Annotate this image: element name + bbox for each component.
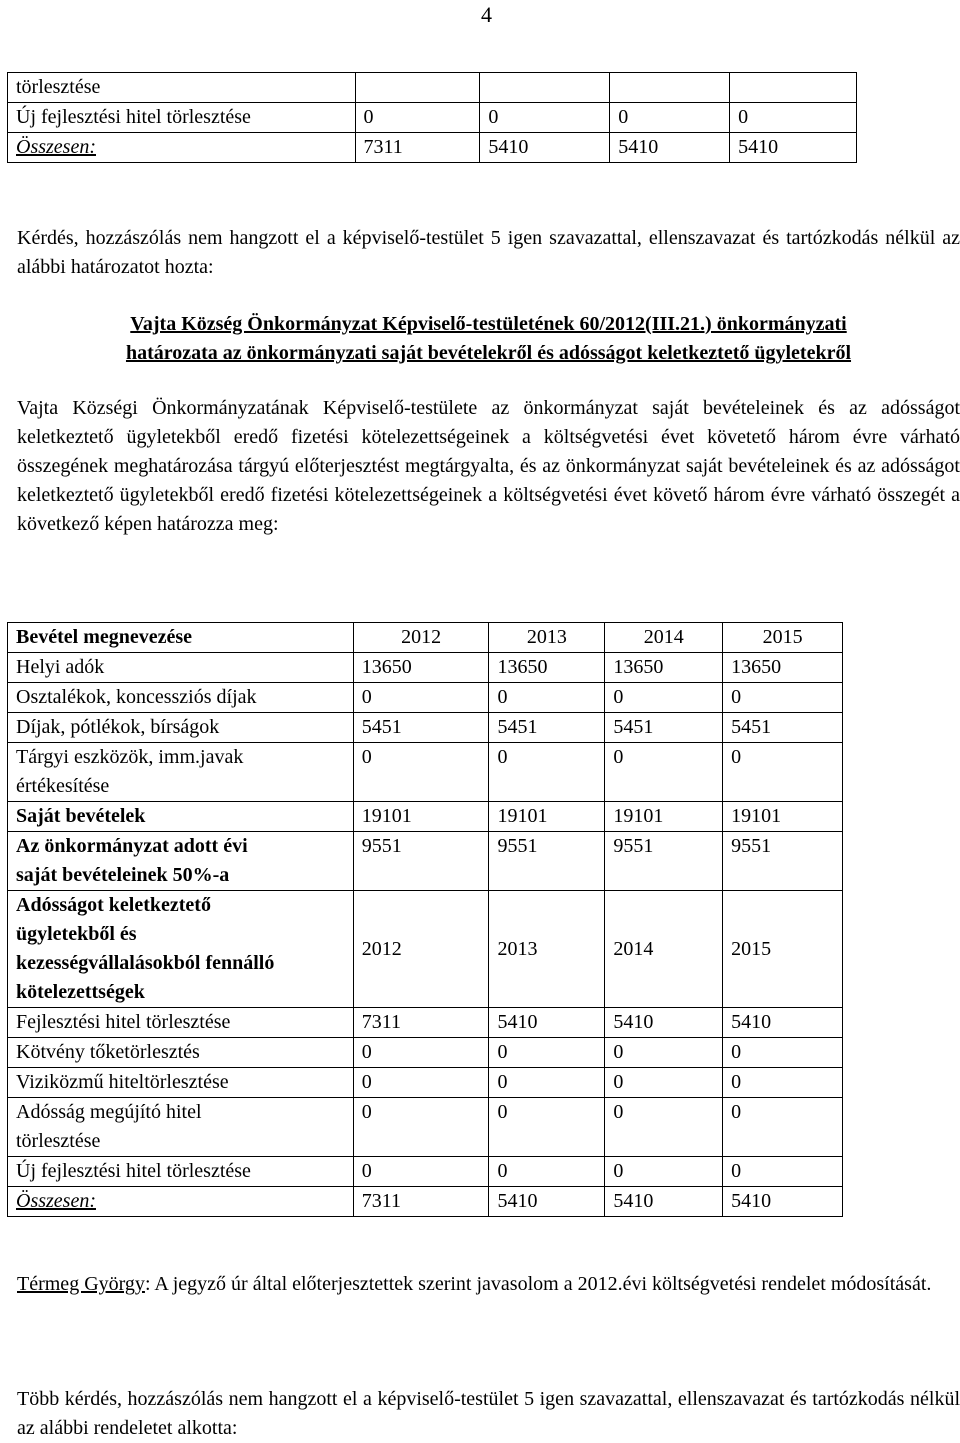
table-row: Tárgyi eszközök, imm.javak értékesítése 0 0 0 0: [8, 743, 843, 802]
paragraph-decree: Több kérdés, hozzászólás nem hangzott el a képviselő-testület 5 igen szavazattal, ellenszavazat és tartózkodás nélkül az alábbi rendeletet alkotta:: [17, 1388, 960, 1439]
row-label: Osztalékok, koncessziós díjak: [8, 683, 354, 713]
debt-table-continuation: [7, 72, 857, 163]
row-label: Új fejlesztési hitel törlesztése: [8, 1157, 354, 1187]
row-label: Saját bevételek: [8, 802, 354, 832]
table-row-total: Összesen: 7311 5410 5410 5410: [8, 1187, 843, 1217]
row-label: Összesen:: [8, 133, 356, 163]
table-row-total: Összesen: 7311 5410 5410 5410: [8, 133, 857, 163]
table-row: Viziközmű hiteltörlesztése 0 0 0 0: [8, 1068, 843, 1098]
page-number: 4: [481, 2, 492, 27]
paragraph-vote: Kérdés, hozzászólás nem hangzott el a képviselő-testület 5 igen szavazattal, ellenszavazat és tartózkodás nélkül az alábbi határozatot hozta:: [17, 227, 960, 278]
row-label: Az önkormányzat adott évi saját bevételeinek 50%-a: [8, 832, 354, 891]
paragraph-speaker: [17, 1270, 960, 1299]
row-label: Kötvény tőketörlesztés: [8, 1038, 354, 1068]
row-label: Fejlesztési hitel törlesztése: [8, 1008, 354, 1038]
speaker-text: : A jegyző úr által előterjesztettek szerint javasolom a 2012.évi költségvetési rendelet módosítását.: [144, 1273, 932, 1295]
table-row: Fejlesztési hitel törlesztése 7311 5410 5410 5410: [8, 1008, 843, 1038]
table-row: Díjak, pótlékok, bírságok 5451 5451 5451 5451: [8, 713, 843, 743]
table-header-row: [8, 623, 843, 653]
row-label: Viziközmű hiteltörlesztése: [8, 1068, 354, 1098]
column-header: Bevétel megnevezése: [8, 623, 354, 653]
table-row: Adósság megújító hitel törlesztése 0 0 0 0: [8, 1098, 843, 1157]
resolution-title-line2: határozata az önkormányzati saját bevételekről és adósságot keletkeztető ügyletekről: [125, 342, 852, 364]
paragraph-resolution-body: Vajta Községi Önkormányzatának Képviselő-testülete az önkormányzat saját bevételeinek és az adósságot keletkeztető ügyletekből eredő fizetési kötelezettségeinek a költségvetési évet követető három évre várható összegének meghatározása tárgyú előterjesztést megtárgyalta, és az önkormányzat saját bevételeinek és az adósságot keletkeztető ügyletekből eredő fizetési kötelezettségeinek a költségvetési évet követő három évre várható összegét a következő képen határozza meg:: [17, 397, 960, 535]
column-header: 2013: [489, 623, 605, 653]
row-label: Tárgyi eszközök, imm.javak értékesítése: [8, 743, 354, 802]
row-label: Adósság megújító hitel törlesztése: [8, 1098, 354, 1157]
column-header: 2012: [353, 623, 489, 653]
resolution-title-line1: Vajta Község Önkormányzat Képviselő-testületének 60/2012(III.21.) önkormányzati: [130, 313, 847, 335]
table-row-section-header: Adósságot keletkeztető ügyletekből és kezességvállalásokból fennálló kötelezettségek 2012 2013 2014 2015: [8, 891, 843, 1008]
row-label: Adósságot keletkeztető ügyletekből és kezességvállalásokból fennálló kötelezettségek: [8, 891, 354, 1008]
row-label: Összesen:: [8, 1187, 354, 1217]
table-row: Kötvény tőketörlesztés 0 0 0 0: [8, 1038, 843, 1068]
row-label: Díjak, pótlékok, bírságok: [8, 713, 354, 743]
column-header: 2015: [723, 623, 843, 653]
row-label: Helyi adók: [8, 653, 354, 683]
table-row: [8, 73, 857, 103]
table-row: Osztalékok, koncessziós díjak 0 0 0 0: [8, 683, 843, 713]
table-row-subtotal: Saját bevételek 19101 19101 19101 19101: [8, 802, 843, 832]
column-header: 2014: [605, 623, 723, 653]
revenue-debt-table: [7, 622, 843, 1217]
table-row: Új fejlesztési hitel törlesztése 0 0 0 0: [8, 1157, 843, 1187]
speaker-name: Térmeg György: [17, 1273, 145, 1295]
table-row: Új fejlesztési hitel törlesztése 0 0 0 0: [8, 103, 857, 133]
row-label: törlesztése: [8, 73, 356, 103]
table-row: Az önkormányzat adott évi saját bevételeinek 50%-a 9551 9551 9551 9551: [8, 832, 843, 891]
row-label: Új fejlesztési hitel törlesztése: [8, 103, 356, 133]
table-row: Helyi adók 13650 13650 13650 13650: [8, 653, 843, 683]
